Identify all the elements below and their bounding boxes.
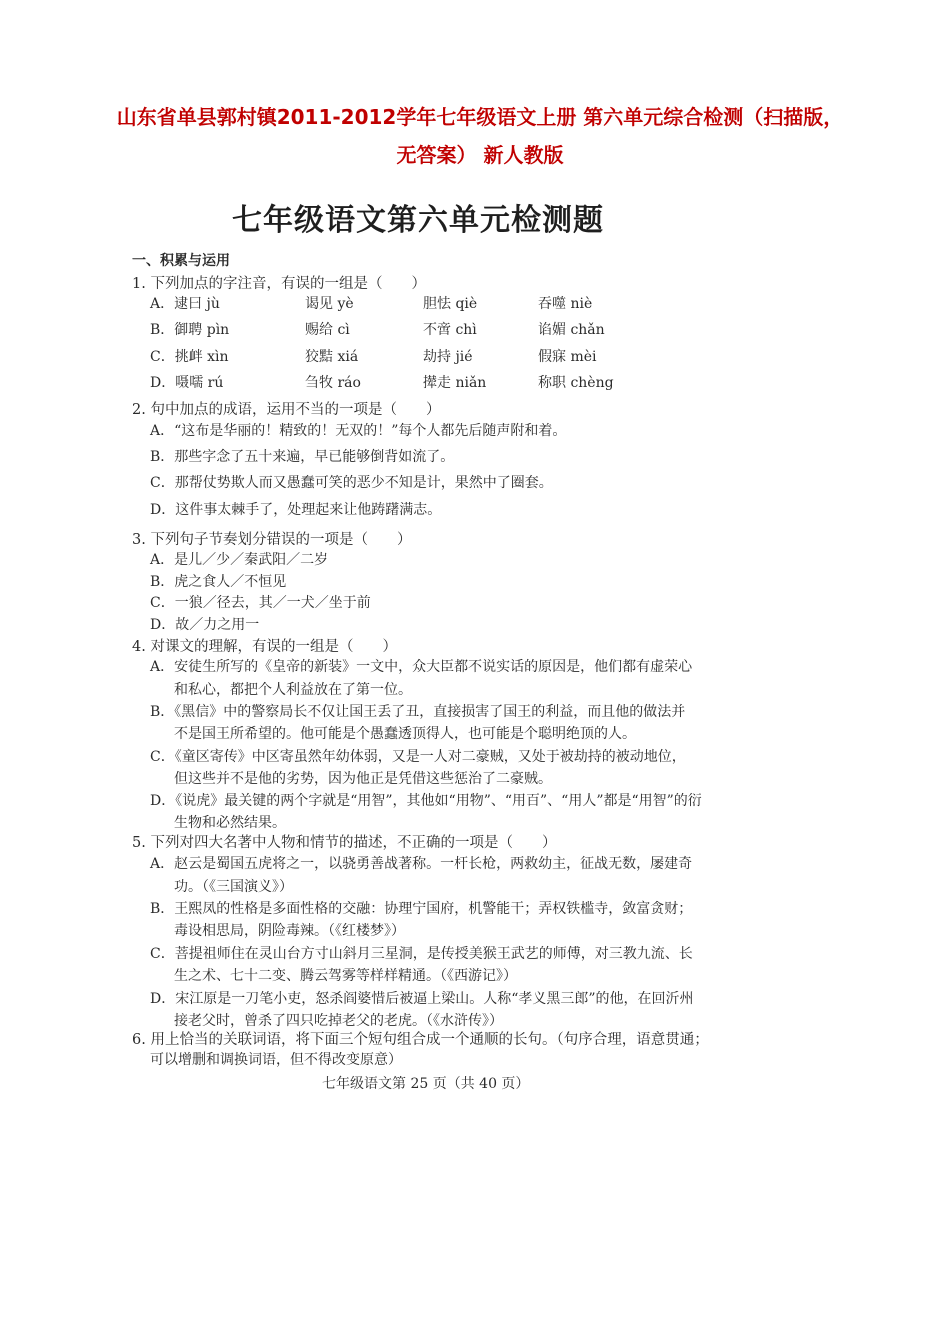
q3-option-d: D．故／力之用一 xyxy=(150,617,260,633)
q4-option-a-line2: 和私心，都把个人利益放在了第一位。 xyxy=(174,682,412,698)
q1-option-c-1: C．挑衅 xìn xyxy=(150,349,229,365)
question-5-stem: 5. 下列对四大名著中人物和情节的描述，不正确的一项是（ ） xyxy=(132,835,557,851)
page-footer: 七年级语文第 25 页（共 40 页） xyxy=(322,1076,530,1092)
q1-option-a-1: A．逮曰 jù xyxy=(150,296,220,312)
q5-option-b-line2: 毒设相思局，阴险毒辣。（《红楼梦》） xyxy=(174,923,405,939)
q1-option-b-2: 赐给 cì xyxy=(305,322,350,338)
q2-option-d: D．这件事太棘手了，处理起来让他踌躇满志。 xyxy=(150,502,442,518)
q5-option-d-line1: D．宋江原是一刀笔小吏，怒杀阎婆惜后被逼上梁山。人称“孝义黑三郎”的他，在回沂州 xyxy=(150,991,694,1007)
q4-option-b-line1: B．《黑信》中的警察局长不仅让国王丢了丑，直接损害了国王的利益，而且他的做法并 xyxy=(150,704,686,720)
q3-option-c: C．一狼／径去，其／一犬／坐于前 xyxy=(150,595,371,611)
q1-option-b-4: 谄媚 chǎn xyxy=(538,322,605,338)
question-6-line1: 6. 用上恰当的关联词语，将下面三个短句组合成一个通顺的长句。（句序合理，语意贯通； xyxy=(132,1032,709,1048)
question-1-stem: 1. 下列加点的字注音，有误的一组是（ ） xyxy=(132,276,426,292)
question-2-stem: 2. 句中加点的成语，运用不当的一项是（ ） xyxy=(132,402,441,418)
q5-option-c-line2: 生之术、七十二变、腾云驾雾等样样精通。（《西游记》） xyxy=(174,968,517,984)
q1-option-a-3: 胆怯 qiè xyxy=(423,296,478,312)
q1-option-b-1: B．御聘 pìn xyxy=(150,322,230,338)
q4-option-b-line2: 不是国王所希望的。他可能是个愚蠢透顶得人，也可能是个聪明绝顶的人。 xyxy=(174,726,636,742)
question-6-line2: 可以增删和调换词语，但不得改变原意） xyxy=(150,1052,402,1068)
q5-option-b-line1: B．王熙凤的性格是多面性格的交融：协理宁国府，机警能干；弄权铁槛寺，敛富贪财； xyxy=(150,901,693,917)
q2-option-c: C．那帮仗势欺人而又愚蠢可笑的恶少不知是计，果然中了圈套。 xyxy=(150,475,553,491)
q1-option-c-4: 假寐 mèi xyxy=(538,349,597,365)
q4-option-d-line2: 生物和必然结果。 xyxy=(174,815,286,831)
q1-option-a-4: 吞噬 niè xyxy=(538,296,593,312)
q4-option-c-line1: C．《童区寄传》中区寄虽然年幼体弱，又是一人对二豪贼，又处于被劫持的被动地位， xyxy=(150,749,686,765)
q5-option-c-line1: C．菩提祖师住在灵山台方寸山斜月三星洞，是传授美猴王武艺的师傅，对三教九流、长 xyxy=(150,946,693,962)
document-title-line1: 山东省单县郭村镇2011-2012学年七年级语文上册 第六单元综合检测（扫描版， xyxy=(116,105,844,129)
q1-option-c-2: 狡黠 xiá xyxy=(305,349,359,365)
q2-option-b: B．那些字念了五十来遍，早已能够倒背如流了。 xyxy=(150,449,455,465)
q4-option-c-line2: 但这些并不是他的劣势，因为他正是凭借这些惩治了二豪贼。 xyxy=(174,771,552,787)
q4-option-a-line1: A．安徒生所写的《皇帝的新装》一文中，众大臣都不说实话的原因是，他们都有虚荣心 xyxy=(150,659,693,675)
q1-option-b-3: 不啻 chì xyxy=(423,322,477,338)
q4-option-d-line1: D．《说虎》最关键的两个字就是“用智”，其他如“用物”、“用百”、“用人”都是“用智”的衍 xyxy=(150,793,702,809)
q3-option-a: A．是儿／少／秦武阳／二岁 xyxy=(150,552,329,568)
q2-option-a: A．“这布是华丽的！精致的！无双的！”每个人都先后随声附和着。 xyxy=(150,423,567,439)
q1-option-d-1: D．嗫嚅 rú xyxy=(150,375,224,391)
document-title-line2: 无答案） 新人教版 xyxy=(396,143,564,167)
q3-option-b: B．虎之食人／不恒见 xyxy=(150,574,287,590)
q1-option-c-3: 劫持 jié xyxy=(423,349,473,365)
q1-option-d-3: 撵走 niǎn xyxy=(423,375,487,391)
section-heading: 一、积累与运用 xyxy=(132,253,230,269)
q1-option-d-2: 刍牧 ráo xyxy=(305,375,361,391)
q5-option-a-line2: 功。（《三国演义》） xyxy=(174,879,293,895)
question-3-stem: 3. 下列句子节奏划分错误的一项是（ ） xyxy=(132,532,412,548)
q5-option-d-line2: 接老父时，曾杀了四只吃掉老父的老虎。（《水浒传》） xyxy=(174,1013,503,1029)
q1-option-a-2: 谒见 yè xyxy=(305,296,354,312)
q1-option-d-4: 称职 chèng xyxy=(538,375,614,391)
exam-title: 七年级语文第六单元检测题 xyxy=(232,203,604,238)
q5-option-a-line1: A．赵云是蜀国五虎将之一，以骁勇善战著称。一杆长枪，两救幼主，征战无数，屡建奇 xyxy=(150,856,693,872)
document-title xyxy=(70,98,890,174)
question-4-stem: 4. 对课文的理解，有误的一组是（ ） xyxy=(132,639,397,655)
